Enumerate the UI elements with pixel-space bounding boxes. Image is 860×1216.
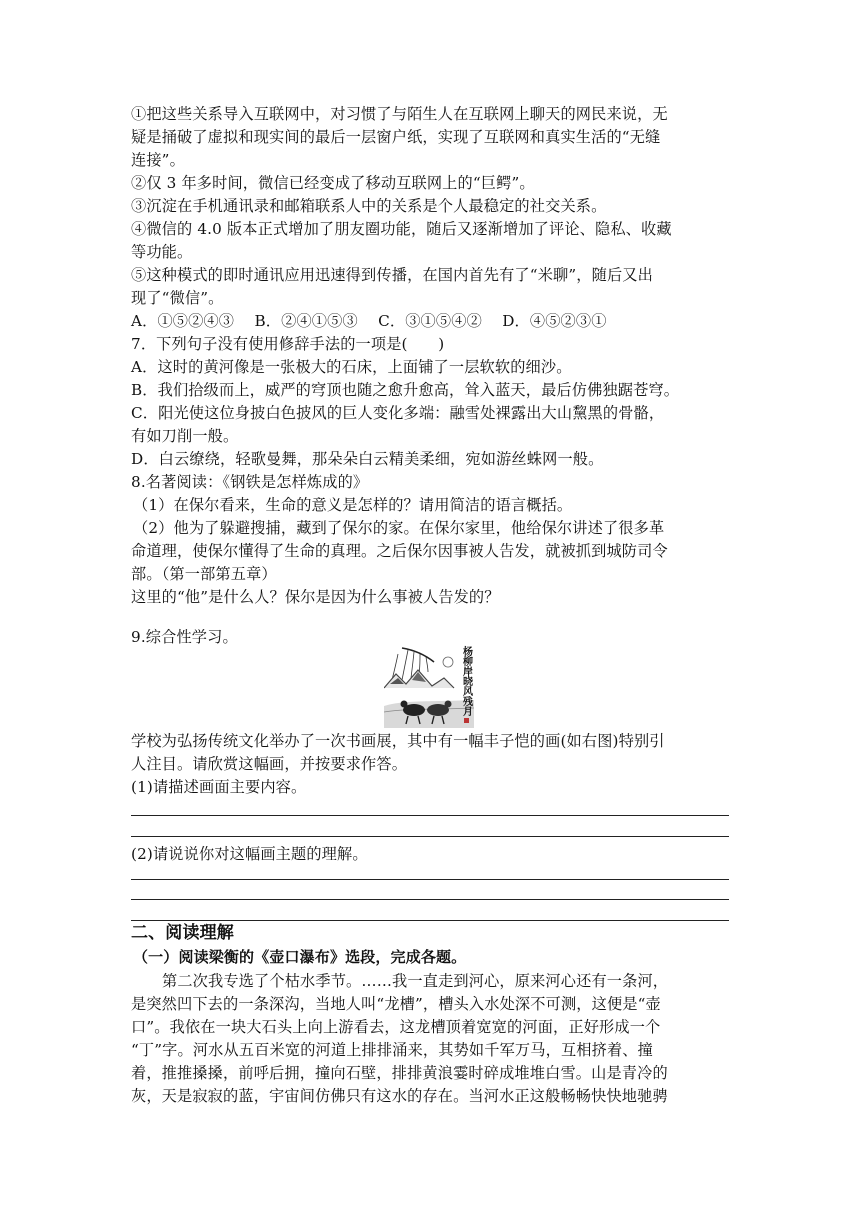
q9-intro-line-1: 学校为弘扬传统文化举办了一次书画展，其中有一幅丰子恺的画(如右图)特别引 [131, 732, 665, 750]
q7-option-d: D．白云缭绕，轻歌曼舞，那朵朵白云精美柔细，宛如游丝蛛网一般。 [131, 450, 604, 468]
passage-line: 是突然凹下去的一条深沟，当地人叫“龙槽”，槽头入水处深不可测，这便是“壶 [131, 995, 661, 1013]
q9-intro-line-2: 人注目。请欣赏这幅画，并按要求作答。 [131, 755, 408, 773]
q6-sentence-4-line-1: ④微信的 4.0 版本正式增加了朋友圈功能，随后又逐渐增加了评论、隐私、收藏 [131, 220, 672, 238]
q6-sentence-2: ②仅 3 年多时间，微信已经变成了移动互联网上的“巨鳄”。 [131, 174, 535, 192]
q8-stem: 8.名著阅读：《钢铁是怎样炼成的》 [131, 473, 369, 491]
q9-stem: 9.综合性学习。 [131, 628, 238, 646]
answer-line[interactable] [131, 879, 729, 880]
passage-line: “丁”字。河水从五百米宽的河道上排排涌来，其势如千军万马，互相挤着、撞 [131, 1041, 653, 1059]
answer-line[interactable] [131, 836, 729, 837]
painting-caption: 杨柳岸晓风残月 [460, 646, 472, 716]
q6-sentence-1-line-2: 疑是捅破了虚拟和现实间的最后一层窗户纸，实现了互联网和真实生活的“无缝 [131, 128, 661, 146]
section-title: 二、阅读理解 [131, 923, 234, 943]
passage-line: 灰，天是寂寂的蓝，宇宙间仿佛只有这水的存在。当河水正这般畅畅快快地驰骋 [131, 1087, 668, 1105]
q8-part-2-line-3: 部。（第一部第五章） [131, 565, 277, 583]
q7-stem: 7．下列句子没有使用修辞手法的一项是( ) [131, 335, 445, 353]
q8-question: 这里的“他”是什么人？保尔是因为什么事被人告发的？ [131, 588, 500, 606]
passage-line: 第二次我专选了个枯水季节。……我一直走到河心，原来河心还有一条河， [162, 972, 669, 990]
answer-line[interactable] [131, 815, 729, 816]
q7-option-c-line-2: 有如刀削一般。 [131, 427, 239, 445]
section-subtitle: （一）阅读梁衡的《壶口瀑布》选段，完成各题。 [133, 948, 467, 966]
q6-sentence-4-line-2: 等功能。 [131, 243, 193, 261]
q6-sentence-3: ③沉淀在手机通讯录和邮箱联系人中的关系是个人最稳定的社交关系。 [131, 197, 607, 215]
q8-part-2-line-1: （2）他为了躲避搜捕，藏到了保尔的家。在保尔家里，他给保尔讲述了很多革 [133, 519, 665, 537]
q9-part-1: (1)请描述画面主要内容。 [131, 778, 307, 796]
q6-sentence-5-line-1: ⑤这种模式的即时通讯应用迅速得到传播，在国内首先有了“米聊”，随后又出 [131, 266, 653, 284]
q6-sentence-1-line-1: ①把这些关系导入互联网中，对习惯了与陌生人在互联网上聊天的网民来说，无 [131, 105, 668, 123]
q6-options: A．①⑤②④③ B．②④①⑤③ C．③①⑤④② D．④⑤②③① [131, 312, 607, 330]
feng-zikai-painting [384, 640, 474, 728]
q8-part-2-line-2: 命道理，使保尔懂得了生命的真理。之后保尔因事被人告发，就被抓到城防司令 [131, 542, 668, 560]
q6-sentence-5-line-2: 现了“微信”。 [131, 289, 224, 307]
seal-stamp [464, 718, 469, 723]
answer-line[interactable] [131, 899, 729, 900]
q7-option-b: B．我们拾级而上，威严的穹顶也随之愈升愈高，耸入蓝天，最后仿佛独踞苍穹。 [131, 381, 680, 399]
q8-part-1: （1）在保尔看来，生命的意义是怎样的？请用简洁的语言概括。 [133, 496, 573, 514]
q7-option-a: A．这时的黄河像是一张极大的石床，上面铺了一层软软的细沙。 [131, 358, 572, 376]
passage-line: 口”。我依在一块大石头上向上游看去，这龙槽顶着宽宽的河面，正好形成一个 [131, 1018, 661, 1036]
q7-option-c-line-1: C．阳光使这位身披白色披风的巨人变化多端：融雪处裸露出大山黧黑的骨骼， [131, 404, 665, 422]
answer-line[interactable] [131, 920, 729, 921]
passage-line: 着，推推搡搡，前呼后拥，撞向石壁，排排黄浪霎时碎成堆堆白雪。山是青冷的 [131, 1064, 668, 1082]
q9-part-2: (2)请说说你对这幅画主题的理解。 [131, 845, 368, 863]
q6-sentence-1-line-3: 连接”。 [131, 151, 185, 169]
